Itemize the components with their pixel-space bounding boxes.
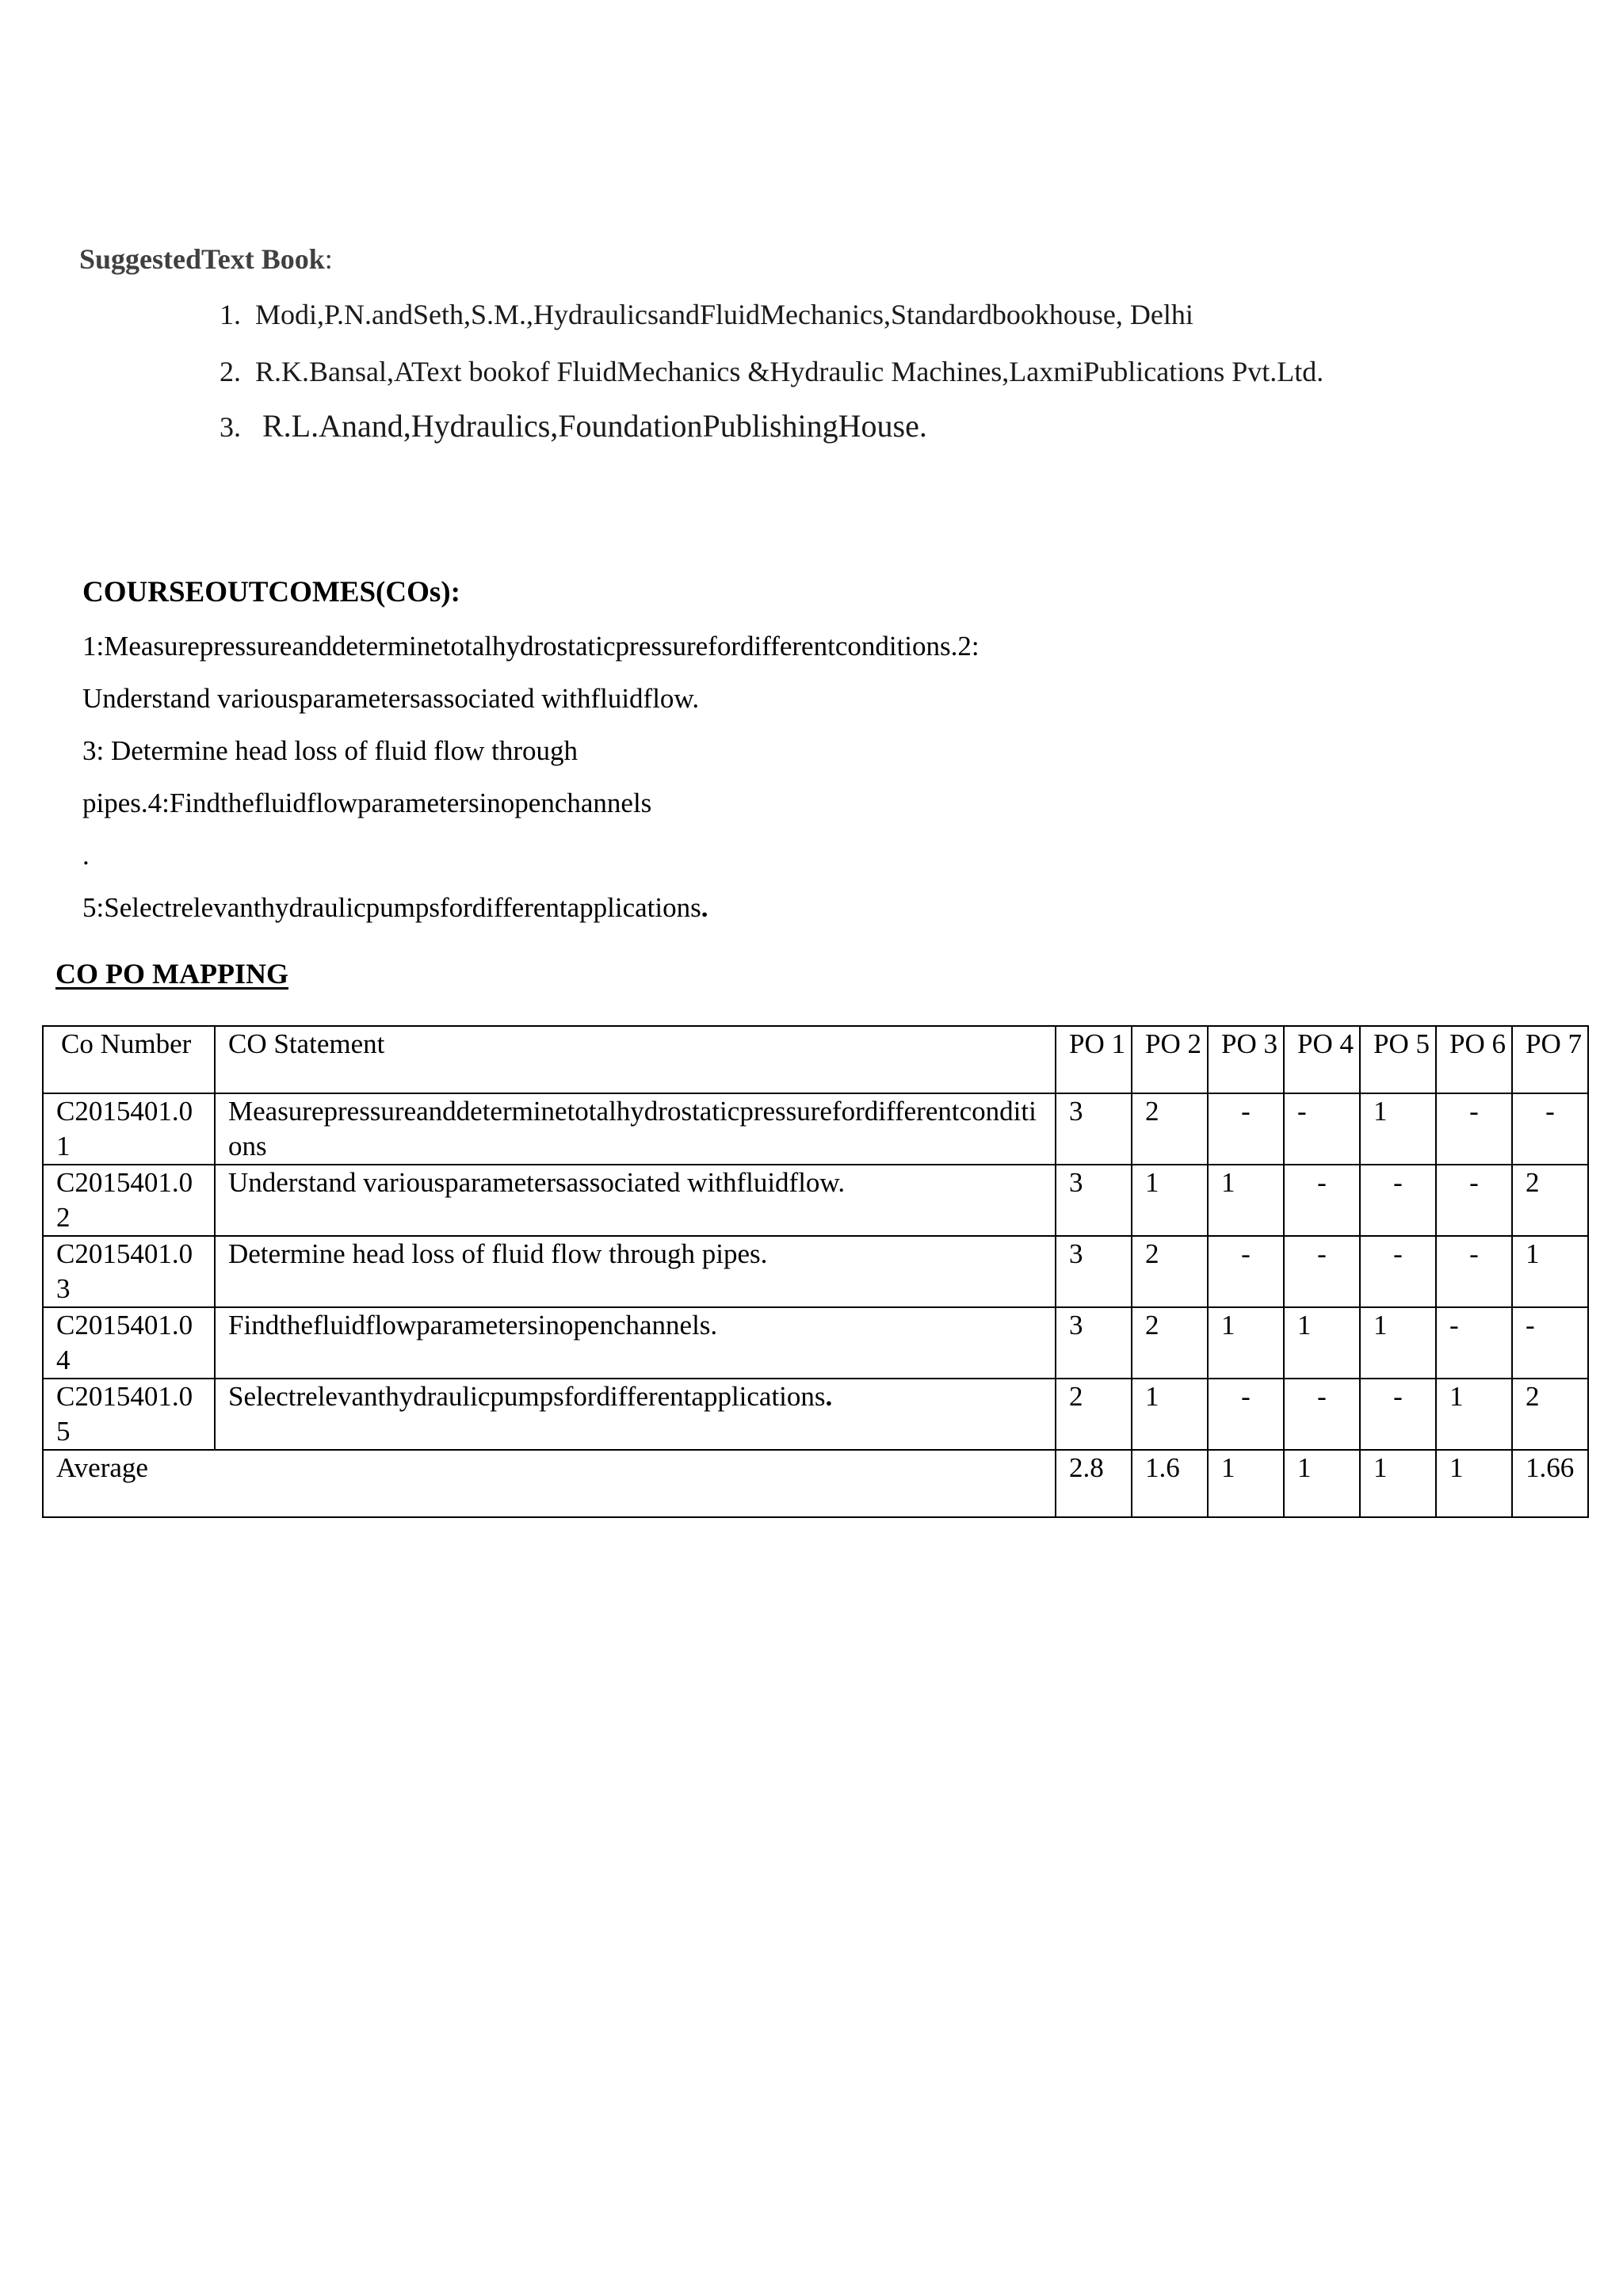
header-po-1: PO 1 — [1056, 1026, 1132, 1093]
course-outcome-line-4: pipes.4:Findthefluidflowparametersinopenchannels — [82, 788, 652, 818]
po-value-cell: - — [1436, 1307, 1512, 1379]
co-statement-cell: Findthefluidflowparametersinopenchannels. — [215, 1307, 1056, 1379]
textbook-heading — [79, 242, 333, 276]
course-outcome-line-6-text: 5:Selectrelevanthydraulicpumpsfordifferentapplications — [82, 892, 701, 923]
co-number-cell: C2015401.03 — [43, 1236, 215, 1307]
po-value-cell: - — [1512, 1307, 1588, 1379]
po-value-cell: 1 — [1360, 1307, 1436, 1379]
textbook-item-text: Modi,P.N.andSeth,S.M.,HydraulicsandFluidMechanics,Standardbookhouse, Delhi — [255, 299, 1193, 330]
header-po-5: PO 5 — [1360, 1026, 1436, 1093]
po-value-cell: - — [1360, 1236, 1436, 1307]
po-value-cell: 1 — [1360, 1093, 1436, 1165]
textbook-item-number: 1. — [220, 299, 241, 330]
textbook-heading-label: SuggestedText Book — [79, 243, 325, 275]
table-header-row — [43, 1026, 1588, 1093]
average-label: Average — [43, 1450, 1056, 1517]
po-value-cell: - — [1436, 1236, 1512, 1307]
po-value-cell: 2 — [1132, 1093, 1208, 1165]
po-value-cell: 1 — [1436, 1379, 1512, 1450]
po-value-cell: - — [1360, 1165, 1436, 1236]
po-value-cell: - — [1208, 1236, 1284, 1307]
po-value-cell: 1 — [1512, 1236, 1588, 1307]
textbook-item-2 — [220, 355, 1323, 388]
po-value-cell: 3 — [1056, 1307, 1132, 1379]
header-po-4: PO 4 — [1284, 1026, 1360, 1093]
average-value-cell: 1 — [1284, 1450, 1360, 1517]
co-statement-text: Selectrelevanthydraulicpumpsfordifferentapplications — [228, 1381, 826, 1412]
average-row — [43, 1450, 1588, 1517]
table-row — [43, 1307, 1588, 1379]
po-value-cell: 3 — [1056, 1165, 1132, 1236]
table-row — [43, 1379, 1588, 1450]
course-outcomes-heading: COURSEOUTCOMES(COs): — [82, 576, 460, 608]
course-outcome-line-1: 1:Measurepressureanddeterminetotalhydrostaticpressurefordifferentconditions.2: — [82, 631, 980, 662]
textbook-item-number: 3. — [220, 411, 241, 443]
po-value-cell: - — [1436, 1165, 1512, 1236]
table-row — [43, 1165, 1588, 1236]
course-outcome-line-2: Understand variousparametersassociated withfluidflow. — [82, 683, 700, 714]
header-co-statement: CO Statement — [215, 1026, 1056, 1093]
header-po-3: PO 3 — [1208, 1026, 1284, 1093]
textbook-item-text: R.K.Bansal,AText bookof FluidMechanics &Hydraulic Machines,LaxmiPublications Pvt.Ltd. — [255, 356, 1324, 387]
po-value-cell: 2 — [1132, 1307, 1208, 1379]
header-po-7: PO 7 — [1512, 1026, 1588, 1093]
average-value-cell: 1 — [1360, 1450, 1436, 1517]
course-outcome-line-6 — [82, 892, 708, 924]
po-value-cell: 3 — [1056, 1236, 1132, 1307]
po-value-cell: 2 — [1512, 1165, 1588, 1236]
course-outcome-line-5: . — [82, 840, 90, 871]
co-number-cell: C2015401.04 — [43, 1307, 215, 1379]
mapping-heading: CO PO MAPPING — [55, 958, 288, 990]
average-value-cell: 1 — [1436, 1450, 1512, 1517]
co-statement-cell: Understand variousparametersassociated withfluidflow. — [215, 1165, 1056, 1236]
po-value-cell: 1 — [1284, 1307, 1360, 1379]
po-value-cell: - — [1284, 1165, 1360, 1236]
po-value-cell: - — [1284, 1379, 1360, 1450]
po-value-cell: 2 — [1132, 1236, 1208, 1307]
co-number-cell: C2015401.02 — [43, 1165, 215, 1236]
po-value-cell: 2 — [1056, 1379, 1132, 1450]
average-value-cell: 1.6 — [1132, 1450, 1208, 1517]
po-value-cell: 3 — [1056, 1093, 1132, 1165]
po-value-cell: - — [1208, 1379, 1284, 1450]
average-value-cell: 1 — [1208, 1450, 1284, 1517]
co-po-mapping-table — [42, 1025, 1589, 1518]
po-value-cell: - — [1436, 1093, 1512, 1165]
po-value-cell: - — [1208, 1093, 1284, 1165]
po-value-cell: 1 — [1132, 1165, 1208, 1236]
header-po-6: PO 6 — [1436, 1026, 1512, 1093]
co-number-cell: C2015401.01 — [43, 1093, 215, 1165]
po-value-cell: 2 — [1512, 1379, 1588, 1450]
po-value-cell: 1 — [1132, 1379, 1208, 1450]
co-number-cell: C2015401.05 — [43, 1379, 215, 1450]
textbook-item-3 — [220, 407, 927, 444]
po-value-cell: 1 — [1208, 1165, 1284, 1236]
co-statement-dot: . — [825, 1381, 833, 1412]
header-po-2: PO 2 — [1132, 1026, 1208, 1093]
table-row — [43, 1236, 1588, 1307]
textbook-heading-colon: : — [324, 243, 333, 275]
average-value-cell: 2.8 — [1056, 1450, 1132, 1517]
course-outcome-line-6-dot: . — [701, 892, 708, 923]
textbook-item-text: R.L.Anand,Hydraulics,FoundationPublishingHouse. — [262, 408, 927, 444]
co-statement-cell — [215, 1379, 1056, 1450]
co-statement-cell: Measurepressureanddeterminetotalhydrostaticpressurefordifferentconditions — [215, 1093, 1056, 1165]
textbook-item-1 — [220, 298, 1193, 331]
po-value-cell: 1 — [1208, 1307, 1284, 1379]
po-value-cell: - — [1512, 1093, 1588, 1165]
table-row — [43, 1093, 1588, 1165]
course-outcome-line-3: 3: Determine head loss of fluid flow through — [82, 735, 579, 766]
textbook-item-number: 2. — [220, 356, 241, 387]
co-statement-cell: Determine head loss of fluid flow through pipes. — [215, 1236, 1056, 1307]
po-value-cell: - — [1360, 1379, 1436, 1450]
po-value-cell: - — [1284, 1093, 1360, 1165]
average-value-cell: 1.66 — [1512, 1450, 1588, 1517]
po-value-cell: - — [1284, 1236, 1360, 1307]
header-co-number: Co Number — [43, 1026, 215, 1093]
